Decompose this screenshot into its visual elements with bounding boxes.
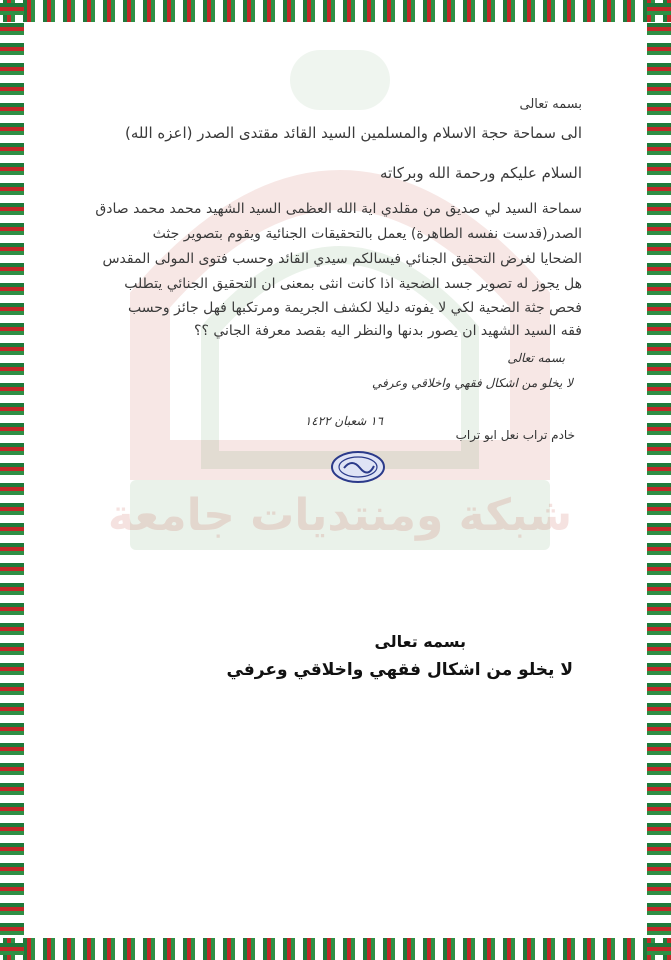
body-line-5: فحص جثة الضحية لكي لا يفوته دليلا لكشف الجريمة ومرتكبها فهل جائز وحسب bbox=[128, 300, 582, 316]
decorative-border-bottom bbox=[0, 938, 671, 960]
body-line-4: هل يجوز له تصوير جسد الضحية اذا كانت انثى بمعنى ان التحقيق الجنائي يتطلب bbox=[124, 276, 582, 292]
answer-text: لا يخلو من اشكال فقهي واخلاقي وعرفي bbox=[226, 660, 573, 680]
decorative-border-left bbox=[0, 0, 24, 960]
handwritten-salutation: بسمه تعالى bbox=[507, 351, 565, 365]
signature-line: خادم تراب نعل ابو تراب bbox=[455, 428, 575, 442]
handwritten-answer: لا يخلو من اشكال فقهي واخلاقي وعرفي bbox=[371, 376, 573, 390]
salutation-top: بسمه تعالى bbox=[519, 97, 582, 112]
decorative-border-right bbox=[647, 0, 671, 960]
greeting-line: السلام عليكم ورحمة الله وبركاته bbox=[380, 164, 582, 182]
answer-title: بسمه تعالى bbox=[374, 632, 466, 651]
handwritten-date: ١٦ شعبان ١٤٢٢ bbox=[304, 414, 383, 428]
decorative-border-top bbox=[0, 0, 671, 22]
addressee-line: الى سماحة حجة الاسلام والمسلمين السيد القائد مقتدى الصدر (اعزه الله) bbox=[125, 124, 582, 142]
body-line-3: الضحايا لغرض التحقيق الجنائي فيسالكم سيدي القائد وحسب فتوى المولى المقدس bbox=[102, 251, 582, 267]
body-line-6: فقه السيد الشهيد ان يصور بدنها والنظر اليه بقصد معرفة الجاني ؟؟ bbox=[194, 323, 582, 339]
office-stamp bbox=[330, 450, 386, 484]
watermark-text: شبكة ومنتديات جامعة bbox=[107, 490, 573, 541]
body-line-2: الصدر(قدست نفسه الطاهرة) يعمل بالتحقيقات الجنائية ويقوم بتصوير جثث bbox=[152, 226, 582, 242]
body-line-1: سماحة السيد لي صديق من مقلدي اية الله العظمى السيد الشهيد محمد محمد صادق bbox=[95, 201, 582, 217]
